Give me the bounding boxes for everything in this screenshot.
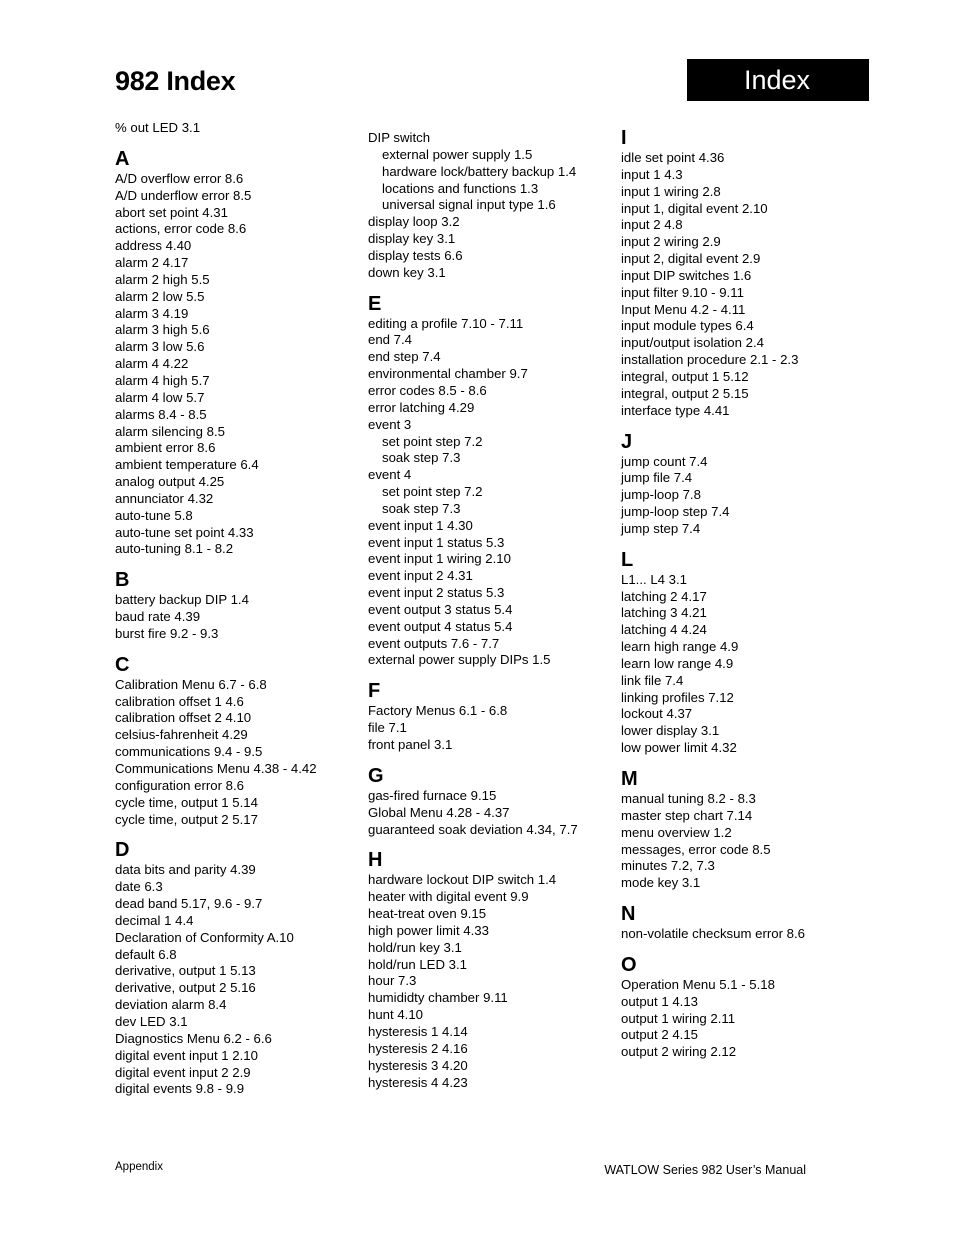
footer-manual-title: WATLOW Series 982 User’s Manual	[604, 1163, 806, 1177]
index-entry: Input Menu 4.2 - 4.11	[621, 301, 746, 317]
index-entry: jump count 7.4	[621, 453, 708, 469]
index-subentry: external power supply 1.5	[382, 146, 533, 162]
index-entry: manual tuning 8.2 - 8.3	[621, 791, 756, 806]
index-entry: display loop 3.2	[368, 214, 460, 230]
index-entry: lockout 4.37	[621, 706, 693, 722]
index-entry: annunciator 4.32	[115, 490, 214, 506]
index-entry: Communications Menu 4.38 - 4.42	[115, 761, 317, 776]
index-entry: guaranteed soak deviation 4.34, 7.7	[368, 821, 578, 837]
index-entry: latching 3 4.21	[621, 605, 707, 621]
index-entry: low power limit 4.32	[621, 740, 737, 756]
index-entry: linking profiles 7.12	[621, 689, 734, 705]
index-entry: hysteresis 4 4.23	[368, 1074, 468, 1090]
index-entry: DIP switch	[368, 130, 431, 145]
index-entry: display key 3.1	[368, 231, 456, 247]
index-entry: event 3	[368, 416, 412, 432]
index-entry: derivative, output 2 5.16	[115, 980, 256, 996]
index-entry: output 2 wiring 2.12	[621, 1044, 737, 1060]
index-entry: input/output isolation 2.4	[621, 335, 764, 351]
index-entry: minutes 7.2, 7.3	[621, 858, 715, 874]
index-entry: editing a profile 7.10 - 7.11	[368, 315, 524, 331]
index-entry: menu overview 1.2	[621, 824, 732, 840]
index-entry: heat-treat oven 9.15	[368, 906, 487, 922]
index-entry: auto-tuning 8.1 - 8.2	[115, 541, 234, 557]
index-subentry: set point step 7.2	[382, 484, 483, 500]
index-column-2	[368, 130, 618, 1091]
index-entry: input 2 4.8	[621, 217, 683, 233]
index-entry: communications 9.4 - 9.5	[115, 744, 263, 760]
index-subentry: set point step 7.2	[382, 433, 483, 449]
index-entry: ambient error 8.6	[115, 440, 216, 456]
index-entry: hysteresis 1 4.14	[368, 1023, 468, 1039]
index-entry: alarm 3 low 5.6	[115, 339, 205, 355]
index-entry: event input 2 status 5.3	[368, 585, 505, 601]
index-entry: integral, output 2 5.15	[621, 385, 749, 401]
index-entry: latching 4 4.24	[621, 622, 707, 638]
index-entry: % out LED 3.1	[115, 120, 201, 135]
index-entry: humididty chamber 9.11	[368, 990, 508, 1006]
index-entry: input DIP switches 1.6	[621, 267, 752, 283]
index-entry: A/D overflow error 8.6	[115, 170, 244, 186]
index-entry: master step chart 7.14	[621, 807, 753, 823]
index-entry: output 2 4.15	[621, 1027, 698, 1043]
index-letter-heading: I	[621, 127, 627, 149]
index-entry: Global Menu 4.28 - 4.37	[368, 804, 510, 820]
index-entry: hysteresis 3 4.20	[368, 1057, 468, 1073]
index-entry: hour 7.3	[368, 973, 417, 989]
section-tab: Index	[687, 59, 869, 101]
index-entry: non-volatile checksum error 8.6	[621, 926, 805, 942]
index-entry: alarm silencing 8.5	[115, 423, 225, 439]
index-entry: event output 3 status 5.4	[368, 601, 513, 617]
index-entry: end step 7.4	[368, 349, 441, 365]
index-entry: error latching 4.29	[368, 399, 475, 415]
index-entry: messages, error code 8.5	[621, 841, 771, 857]
index-entry: dev LED 3.1	[115, 1013, 188, 1029]
index-entry: heater with digital event 9.9	[368, 889, 529, 905]
index-entry: latching 2 4.17	[621, 588, 707, 604]
index-entry: alarm 2 high 5.5	[115, 271, 210, 287]
index-entry: link file 7.4	[621, 672, 684, 688]
index-entry: event input 2 4.31	[368, 568, 473, 584]
page-title: 982 Index	[115, 66, 236, 96]
index-letter-heading: E	[368, 292, 382, 315]
index-entry: baud rate 4.39	[115, 609, 201, 625]
index-entry: default 6.8	[115, 946, 177, 962]
index-entry: derivative, output 1 5.13	[115, 963, 256, 979]
index-subentry: universal signal input type 1.6	[382, 197, 556, 213]
index-entry: high power limit 4.33	[368, 922, 489, 938]
index-entry: input filter 9.10 - 9.11	[621, 284, 744, 300]
index-subentry: locations and functions 1.3	[382, 180, 539, 196]
index-entry: event input 1 status 5.3	[368, 534, 505, 550]
index-entry: alarms 8.4 - 8.5	[115, 406, 207, 422]
index-entry: battery backup DIP 1.4	[115, 592, 249, 608]
index-entry: environmental chamber 9.7	[368, 366, 528, 382]
index-entry: digital event input 1 2.10	[115, 1047, 258, 1063]
index-entry: ambient temperature 6.4	[115, 457, 259, 473]
index-entry: data bits and parity 4.39	[115, 862, 256, 878]
index-entry: Factory Menus 6.1 - 6.8	[368, 703, 508, 719]
index-entry: cycle time, output 1 5.14	[115, 794, 258, 810]
index-entry: decimal 1 4.4	[115, 912, 194, 928]
index-entry: Diagnostics Menu 6.2 - 6.6	[115, 1030, 272, 1046]
index-entry: abort set point 4.31	[115, 204, 228, 220]
index-entry: alarm 3 4.19	[115, 305, 189, 321]
index-entry: Operation Menu 5.1 - 5.18	[621, 976, 775, 992]
index-entry: burst fire 9.2 - 9.3	[115, 625, 219, 641]
index-entry: output 1 wiring 2.11	[621, 1010, 736, 1026]
index-entry: dead band 5.17, 9.6 - 9.7	[115, 896, 263, 912]
index-entry: Declaration of Conformity A.10	[115, 929, 294, 945]
index-entry: input 1, digital event 2.10	[621, 200, 768, 216]
index-entry: alarm 2 low 5.5	[115, 288, 205, 304]
index-entry: mode key 3.1	[621, 875, 701, 891]
index-entry: hold/run key 3.1	[368, 939, 462, 955]
index-entry: gas-fired furnace 9.15	[368, 787, 497, 803]
index-entry: auto-tune set point 4.33	[115, 524, 254, 540]
index-letter-heading: B	[115, 569, 130, 592]
index-entry: jump-loop 7.8	[621, 487, 701, 503]
index-entry: event input 1 4.30	[368, 517, 473, 533]
index-entry: configuration error 8.6	[115, 777, 245, 793]
index-entry: alarm 2 4.17	[115, 255, 189, 271]
index-entry: hysteresis 2 4.16	[368, 1040, 468, 1056]
index-entry: hardware lockout DIP switch 1.4	[368, 872, 557, 888]
index-letter-heading: C	[115, 653, 130, 676]
index-entry: installation procedure 2.1 - 2.3	[621, 352, 799, 368]
index-entry: file 7.1	[368, 720, 407, 736]
index-entry: jump file 7.4	[621, 470, 693, 486]
index-entry: end 7.4	[368, 332, 412, 348]
index-entry: event 4	[368, 467, 412, 483]
index-entry: address 4.40	[115, 238, 192, 254]
index-entry: alarm 4 low 5.7	[115, 389, 205, 405]
index-entry: actions, error code 8.6	[115, 221, 247, 237]
footer-section: Appendix	[115, 1161, 163, 1173]
index-entry: Calibration Menu 6.7 - 6.8	[115, 676, 267, 692]
index-entry: auto-tune 5.8	[115, 507, 193, 523]
index-letter-heading: A	[115, 147, 130, 170]
index-entry: digital event input 2 2.9	[115, 1064, 251, 1080]
index-subentry: soak step 7.3	[382, 500, 461, 516]
index-entry: L1... L4 3.1	[621, 571, 687, 587]
index-entry: jump step 7.4	[621, 520, 701, 536]
index-entry: alarm 4 high 5.7	[115, 372, 210, 388]
index-entry: jump-loop step 7.4	[621, 504, 730, 520]
index-entry: down key 3.1	[368, 264, 446, 280]
index-entry: input 1 4.3	[621, 166, 683, 182]
index-entry: hold/run LED 3.1	[368, 956, 467, 972]
index-entry: A/D underflow error 8.5	[115, 187, 252, 203]
index-entry: display tests 6.6	[368, 247, 463, 263]
index-subentry: hardware lock/battery backup 1.4	[382, 163, 577, 179]
index-letter-heading: J	[621, 430, 633, 453]
index-entry: integral, output 1 5.12	[621, 368, 749, 384]
index-entry: digital events 9.8 - 9.9	[115, 1081, 245, 1097]
index-letter-heading: M	[621, 768, 638, 790]
index-column-3	[621, 126, 871, 1061]
index-entry: input 2, digital event 2.9	[621, 251, 761, 267]
index-entry: event outputs 7.6 - 7.7	[368, 635, 500, 651]
index-letter-heading: G	[368, 764, 384, 787]
index-letter-heading: H	[368, 849, 383, 872]
index-entry: front panel 3.1	[368, 737, 453, 752]
index-entry: hunt 4.10	[368, 1007, 423, 1023]
index-entry: event output 4 status 5.4	[368, 618, 513, 634]
index-entry: idle set point 4.36	[621, 150, 725, 165]
index-entry: analog output 4.25	[115, 474, 225, 490]
index-letter-heading: N	[621, 903, 636, 926]
index-entry: alarm 3 high 5.6	[115, 322, 210, 338]
index-entry: alarm 4 4.22	[115, 356, 189, 372]
index-entry: learn high range 4.9	[621, 639, 739, 655]
index-letter-heading: L	[621, 548, 634, 571]
index-letter-heading: D	[115, 839, 130, 862]
index-entry: input 2 wiring 2.9	[621, 234, 721, 250]
index-entry: deviation alarm 8.4	[115, 997, 227, 1013]
index-entry: date 6.3	[115, 879, 163, 895]
index-entry: event input 1 wiring 2.10	[368, 551, 511, 567]
index-column-1	[115, 120, 365, 1098]
index-entry: celsius-fahrenheit 4.29	[115, 727, 248, 743]
index-entry: input module types 6.4	[621, 318, 754, 334]
index-entry: calibration offset 1 4.6	[115, 693, 244, 709]
index-entry: external power supply DIPs 1.5	[368, 652, 551, 668]
index-entry: input 1 wiring 2.8	[621, 183, 721, 199]
index-entry: interface type 4.41	[621, 402, 730, 418]
index-letter-heading: O	[621, 953, 637, 976]
index-entry: output 1 4.13	[621, 993, 698, 1009]
index-letter-heading: F	[368, 680, 381, 703]
index-entry: calibration offset 2 4.10	[115, 710, 252, 726]
index-entry: learn low range 4.9	[621, 655, 734, 671]
index-entry: error codes 8.5 - 8.6	[368, 382, 487, 398]
index-entry: lower display 3.1	[621, 723, 720, 739]
index-subentry: soak step 7.3	[382, 450, 461, 466]
index-entry: cycle time, output 2 5.17	[115, 811, 258, 827]
